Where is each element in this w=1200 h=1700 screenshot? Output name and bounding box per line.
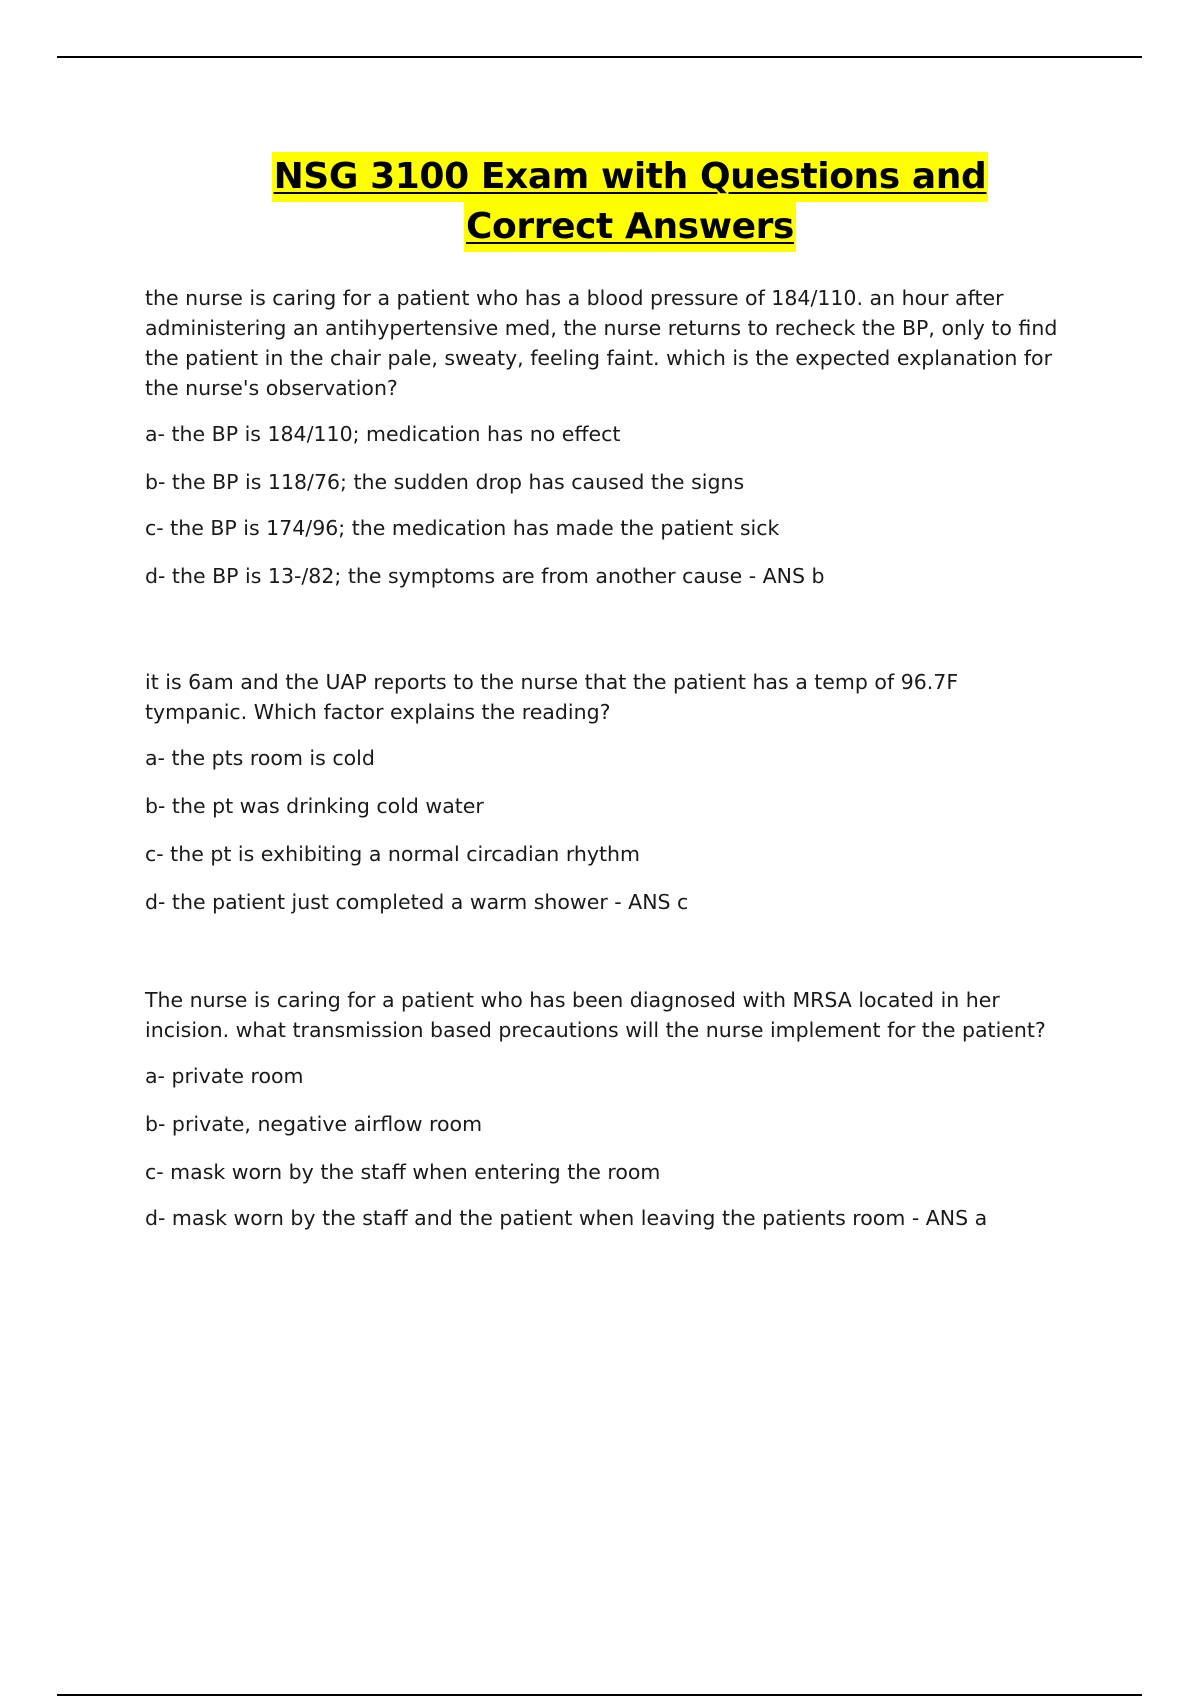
answer-option: b- the BP is 118/76; the sudden drop has caused the signs <box>145 470 745 494</box>
answer-option: a- the BP is 184/110; medication has no effect <box>145 422 621 446</box>
question-block-2 <box>145 667 1065 917</box>
footer-rule <box>57 1694 1142 1696</box>
answer-option: c- the pt is exhibiting a normal circadian rhythm <box>145 842 641 866</box>
title-line-1: NSG 3100 Exam with Questions and <box>272 152 989 202</box>
answer-option: a- private room <box>145 1064 304 1088</box>
question-text: The nurse is caring for a patient who has been diagnosed with MRSA located in her incision. what transmission based precautions will the nurse implement for the patient? <box>145 988 1046 1042</box>
answer-option: c- the BP is 174/96; the medication has made the patient sick <box>145 516 780 540</box>
answer-option: c- mask worn by the staff when entering the room <box>145 1160 661 1184</box>
answer-option: d- the patient just completed a warm shower - ANS c <box>145 890 689 914</box>
question-text: it is 6am and the UAP reports to the nurse that the patient has a temp of 96.7F tympanic. Which factor explains the reading? <box>145 670 959 724</box>
header-rule <box>57 56 1142 58</box>
answer-option: b- the pt was drinking cold water <box>145 794 484 818</box>
title-line-2: Correct Answers <box>464 202 796 252</box>
question-block-1 <box>145 283 1065 591</box>
answer-option: d- the BP is 13-/82; the symptoms are from another cause - ANS b <box>145 564 825 588</box>
question-text: the nurse is caring for a patient who has a blood pressure of 184/110. an hour after administering an antihypertensive med, the nurse returns to recheck the BP, only to find the patient in the chair pale, sweaty, feeling faint. which is the expected explanation for the nurse's observation? <box>145 286 1058 400</box>
answer-option: a- the pts room is cold <box>145 746 375 770</box>
question-block-3 <box>145 985 1065 1233</box>
answer-option: b- private, negative airflow room <box>145 1112 483 1136</box>
document-title <box>0 152 1200 252</box>
answer-option: d- mask worn by the staff and the patient when leaving the patients room - ANS a <box>145 1206 988 1230</box>
